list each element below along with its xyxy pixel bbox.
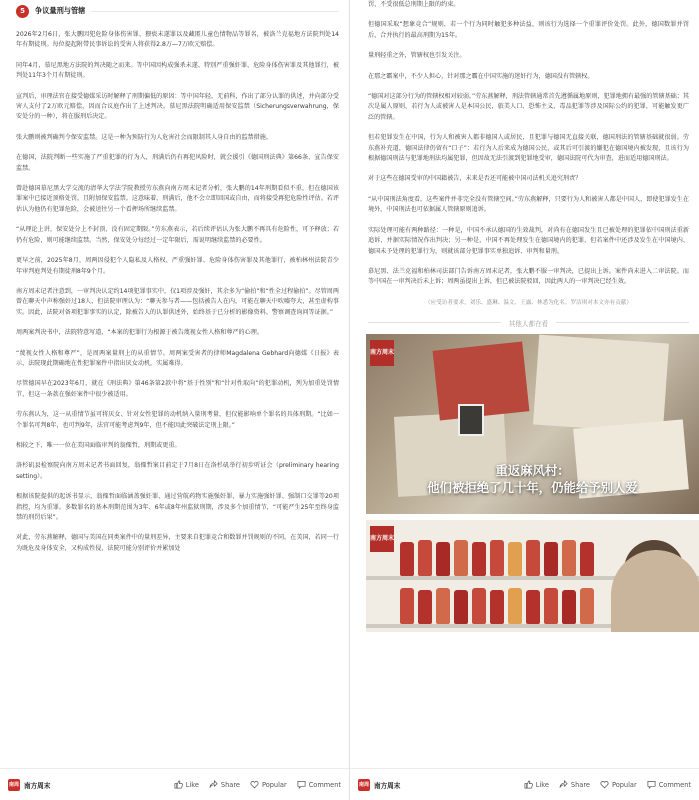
comment-icon: [647, 780, 656, 789]
comment-label: Comment: [308, 780, 341, 789]
paragraph: 对此，劳东燕解释，德国与美国在同类案件中的量刑差异，主要来自犯罪竞合和数罪并罚规则的不同。在美国，若同一行为既危及身体安全，又构成性侵，法院可能分别评价并累加处: [16, 534, 339, 552]
section-rule: [91, 11, 339, 12]
share-label: Share: [220, 780, 240, 789]
card-image-bottle: [400, 588, 414, 624]
like-label: Like: [535, 780, 549, 789]
comment-label: Comment: [658, 780, 691, 789]
paragraph: 2026年2月6日，张大鹏因犯危险身体伤害罪、猥亵未遂罪以及藏匿儿童色情物品等罪名，被洛兰克福地方法院判处14年有期徒刑。每位提起附带民事诉讼的受害人将获得2.8万—7万欧元赔偿。: [16, 31, 339, 49]
paragraph: 尽管德国早在2023年6月，就在《刑法典》第46条第2款中将“基于性别”和“针对性取向”的犯罪动机，列为加重处罚情节，但这一条款在强奸案件中很少被适用。: [16, 380, 339, 398]
paragraph: 曾赴德国慕尼黑大学交流的清华大学法学院教授劳东燕向南方周末记者分析，张大鹏的14年刑期看似不重，但在德国该罪案中已接近顶格处罚，且附加保安监禁。这意味着，刑满后，他不会立即回国或自由，而将接受再犯危险性评估。若评估认为他仍有犯罪危险，会被送往另一个看押场所继续监禁。: [16, 185, 339, 213]
paragraph: 但德国采取“想象竞合”规则，若一个行为同时触犯多种法益，则该行为选择一个重罪评价处罚。此外，德国数罪并罚后，合并执行的最高刑期为15年。: [368, 21, 689, 39]
paragraph: “蔑视女性人格和尊严”，是周两案量刑上的从重情节。周两案受害者的律师Magdalena Gebhard向德媒《日报》表示，法院现此期确地在性犯罪案件中指出厌女动机，实属难得。: [16, 349, 339, 367]
article-credit-caption: （应受访者要求，刘乐、盛琳、温文、王露、林悉为化名。罗洁琪对本文亦有贡献）: [425, 299, 632, 306]
publisher-name: 南方周末: [374, 781, 401, 790]
paragraph: 根据该院提供的起诉书显示，翁傈哲面临涵盖强奸罪、通过营航药物实施强奸罪、暴力实施强奸罪、强制口交罪等20项指控，均为重罪。多数罪名的基本刑期范围为3年、6年或8年州监狱刑期，涉及多个加重情节，“可能严生25年至终身监禁的刑罚后果”。: [16, 493, 339, 521]
paragraph: 但若犯罪发生在中国，行为人和被害人都非德国人或居民，且犯罪与德国无直接关联，德国刑法的管辖基础就很弱。劳东燕补充道，德国法律仍留有“口子”：若行为人后来成为德国公民、或其后可引渡的嫌犯在德国境内被发现，且该行为根据德国刑法与犯罪地刑法均属犯罪，但因故无法引渡到犯罪地受审，德国法院可代为审查，进而适用德国刑法。: [368, 134, 689, 163]
like-label: Like: [185, 780, 199, 789]
share-button[interactable]: [209, 780, 240, 789]
paragraph: 宣判后，审理法官在接受德媒采访时解释了刑期偏低的原因：等中国年轻，无前科，作出了部分认罪的供述，并向部分受害人支付了2万欧元赔偿，因而合议庭作出了上述判决。慕尼黑法院明确适用保安监禁（Sicherungsverwahrung，保安处分的一种），将在服刑后决定。: [16, 92, 339, 121]
card-image-bottle: [490, 590, 504, 624]
paragraph: 更早之前，2025年8月，周两因侵犯个人隐私及人格权、严重强奸罪、危险身体伤害罪及其他罪行，被柏林州法院青少年审判庭判处有期徒刑8年9个月。: [16, 257, 339, 275]
recommend-label: 其他人都在看: [508, 319, 549, 328]
card-image-bottle: [508, 588, 522, 624]
paragraph: 量刑轻重之外，管辖权也引发关注。: [368, 52, 466, 60]
card-image-bottle: [562, 590, 576, 624]
thumbs-up-icon: [174, 780, 183, 789]
card-image-bottle: [418, 590, 432, 624]
share-icon: [209, 780, 218, 789]
card-image-bottle: [436, 542, 450, 576]
left-article-content: [0, 0, 349, 768]
card-image-bottle: [490, 540, 504, 576]
right-article-page[interactable]: [349, 0, 699, 800]
paragraph: 洛杉矶县检察院向南方周末记者书面回复，翁傈哲案目前定于7月8日在洛杉矶举行初步听证会（preliminary hearing setting）。: [16, 462, 339, 480]
card-image-bottle: [562, 540, 576, 576]
left-article-page[interactable]: [0, 0, 349, 800]
card-image-bottle: [526, 590, 540, 624]
like-button[interactable]: [174, 780, 199, 789]
thumbs-up-icon: [524, 780, 533, 789]
right-article-content: [350, 0, 699, 768]
recommended-article-card[interactable]: [366, 334, 699, 514]
card-title-line1: 重返麻风村：: [495, 462, 570, 478]
publisher-logo: 南周: [8, 779, 20, 791]
card-title-line2: 他们被拒绝了几十年，仍能给予别人爱: [427, 479, 638, 495]
publisher-brand[interactable]: [358, 779, 400, 791]
paragraph: 南方周末记者注意到，一审判决认定约14项犯罪事实中，仅1项涉及强奸，其余多为“偷拍”和“性全过程偷拍”。尽管周两曾在聊天中声称强奸过18人，但法院审理认为：“聊天参与者——包括被告人在内，可能在聊天中吹嘘夸大，甚至虚构事实。因此，法院对备项犯罪事实的认定，除被告人的认罪供述外，始终基于已分析的影像资料、警察调查询问等证据。”: [16, 287, 339, 316]
card-publisher-logo: 南方周末: [370, 526, 394, 552]
card-image-document: [533, 334, 669, 433]
paragraph: 相较之下，唯一一位在美国面临审判的翁傈哲，刑期或更重。: [16, 441, 181, 449]
card-image-bottle: [418, 540, 432, 576]
recommend-divider: [368, 318, 689, 328]
paragraph: 实际处理可能有两种路径：一种是，中国不承认德国的生效裁判，对尚有在德国发生且已被处理的犯罪依中国刑法重新追诉，并据实际情况作出判决；另一种是，中国不再处理发生在德国境内的犯罪，但若案件中还涉及发生在中国境内、德国未予处理的犯罪行为，则就该部分犯罪事实单独追诉、审判和量刑。: [368, 226, 689, 255]
paragraph: “德国对这部分行为的管辖权相对较弱。”劳东燕解释，刑法管辖通常首先遵循属地原则，犯罪地拥有最强的管辖基础；其次是属人原则，若行为人或被害人是本国公民，旅美人口、恐怖主义、毒品犯罪等涉及国际公约的犯罪，可能触发更广泛的管辖。: [368, 93, 689, 121]
paragraph: 在德国，法院判断一些实施了严重犯罪的行为人，刑满后仍有再犯风险时，就会援引《德国刑法典》第66条，宣告保安监禁。: [16, 154, 339, 172]
popular-button[interactable]: [250, 780, 287, 789]
card-image-bottle: [580, 588, 594, 624]
section-header: [16, 4, 339, 18]
publisher-logo: 南周: [358, 779, 370, 791]
heart-icon: [600, 780, 609, 789]
share-label: Share: [570, 780, 590, 789]
card-image-bottle: [400, 542, 414, 576]
divider-line: [368, 322, 501, 323]
comment-button[interactable]: [647, 780, 691, 789]
comment-button[interactable]: [297, 780, 341, 789]
card-image-bottle: [580, 542, 594, 576]
comment-icon: [297, 780, 306, 789]
popular-button[interactable]: [600, 780, 637, 789]
section-title: 争议量刑与管辖: [35, 6, 86, 15]
card-image-bottle: [436, 588, 450, 624]
paragraph: 劳东燕认为，这一从重情节虽可将厌女、针对女性犯罪的动机纳入量刑考量，但仅能影响单个罪名的具体刑期。“比如一个罪名可判8年，也可判9年，法官可能考虑判9年，但不能因此突破法定刑上限。”: [16, 411, 339, 429]
paragraph: 周两案判决书中，法院特意写道，“本案的犯罪行为根源于被告蔑视女性人格和尊严的心理。: [16, 329, 263, 337]
card-image-bottle: [454, 540, 468, 576]
card-image-bottle: [472, 542, 486, 576]
card-image-bottle: [526, 540, 540, 576]
card-image-bottle: [544, 588, 558, 624]
paragraph: 在那之霸案中，不少人担心，针对那之霸在中国实施的迷奸行为，德国没有管辖权。: [368, 72, 594, 80]
section-number-badge: 5: [16, 5, 29, 18]
card-title: [366, 462, 699, 496]
paragraph: 同年4月，慕尼黑地方法院的判决随之而来。等中国因构成强杀未遂、特别严重强奸罪、危险身体伤害罪及其他罪行，被判处11年3个月有期徒刑。: [16, 61, 339, 80]
card-image-bottle: [544, 542, 558, 576]
card-image-portrait: [458, 404, 484, 436]
card-image-bottle: [472, 588, 486, 624]
paragraph: 罚，不受很低总刑期上限的约束。: [368, 1, 460, 8]
publisher-brand[interactable]: [8, 779, 50, 791]
bottom-action-bar: [350, 768, 699, 800]
paragraph: 对于这些在德国受审的中国籍被告，未来是否还可能被中国司法机关追究刑责？: [368, 175, 582, 183]
paragraph: 张大鹏则被判确判令保安监禁。这是一种为预防行为人危害社会而限制其人身自由的监禁措施。: [16, 133, 272, 141]
publisher-name: 南方周末: [24, 781, 51, 790]
heart-icon: [250, 780, 259, 789]
like-button[interactable]: [524, 780, 549, 789]
divider-line: [556, 322, 689, 323]
paragraph: 慕尼黑、法兰克福和柏林司法部门告诉南方周末记者，张大鹏不服一审判决，已提出上诉。案件尚未进入二审法院。而等中国在一审判决后未上诉；周两虽提出上诉，但已被法院驳回，因此两人的一审判决已经生效。: [368, 267, 689, 286]
card-publisher-logo: 南方周末: [370, 340, 394, 366]
share-button[interactable]: [559, 780, 590, 789]
share-icon: [559, 780, 568, 789]
recommended-article-card[interactable]: [366, 520, 699, 632]
paragraph: “从理论上讲，保安处分上不封顶，没有固定期限。”劳东燕表示，若后续评估认为张大鹏不再具有危险性，可予释放；若仍有危险，则可能继续监禁。当然，保安处分每经过一定年限后，需说明继续监禁的必要性。: [16, 226, 339, 244]
bottom-action-bar: [0, 768, 349, 800]
popular-label: Popular: [611, 780, 637, 789]
card-image-bottle: [454, 590, 468, 624]
card-image-bottle: [508, 542, 522, 576]
card-image-person: [611, 550, 699, 632]
popular-label: Popular: [261, 780, 287, 789]
paragraph: “从中国刑法角度看，这些案件并非完全没有管辖空间。”劳东燕解释，只要行为人和被害人都是中国人，即使犯罪发生在境外，中国刑法也可依据属人管辖原则追诉。: [368, 195, 689, 214]
